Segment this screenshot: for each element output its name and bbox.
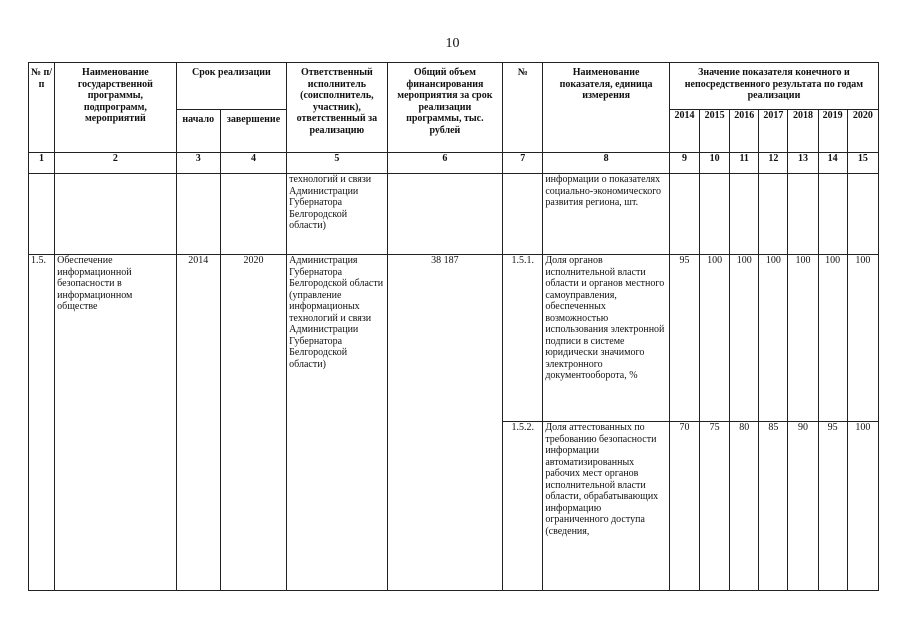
empty-cell — [847, 174, 878, 255]
start-year-cell: 2014 — [176, 255, 220, 591]
header-end: завершение — [220, 110, 286, 153]
empty-cell — [818, 174, 847, 255]
program-table — [28, 62, 879, 591]
column-numbers-row — [29, 153, 879, 174]
value-cell: 90 — [788, 422, 818, 591]
column-number: 9 — [669, 153, 699, 174]
value-cell: 100 — [788, 255, 818, 422]
value-cell: 100 — [759, 255, 788, 422]
empty-cell — [669, 174, 699, 255]
header-funding: Общий объем финансирования мероприятия за срок реализации программы, тыс. рублей — [387, 63, 503, 153]
indicator-name-cell: Доля аттестованных по требованию безопасности информации автоматизированных рабочих мест органов исполнительной власти области, обрабатывающих информацию ограниченного доступа (сведения, — [543, 422, 670, 591]
header-program-name: Наименование государственной программы, подпрограмм, мероприятий — [55, 63, 177, 153]
column-number: 10 — [700, 153, 730, 174]
empty-cell — [503, 174, 543, 255]
funding-cell: 38 187 — [387, 255, 503, 591]
empty-cell — [29, 174, 55, 255]
header-year: 2020 — [847, 110, 878, 153]
table-row — [29, 174, 879, 255]
empty-cell — [700, 174, 730, 255]
executor-cell: Администрация Губернатора Белгородской области (управление информационых технологий и связи Администрации Губернатора Белгородской области) — [287, 255, 387, 591]
column-number: 14 — [818, 153, 847, 174]
value-cell: 95 — [669, 255, 699, 422]
value-cell: 85 — [759, 422, 788, 591]
row-number-cell: 1.5. — [29, 255, 55, 591]
value-cell: 75 — [700, 422, 730, 591]
empty-cell — [788, 174, 818, 255]
column-number: 1 — [29, 153, 55, 174]
header-year: 2015 — [700, 110, 730, 153]
header-num: № п/п — [29, 63, 55, 153]
empty-cell — [759, 174, 788, 255]
value-cell: 100 — [847, 422, 878, 591]
end-year-cell: 2020 — [220, 255, 286, 591]
executor-cell: технологий и связи Администрации Губернатора Белгородской области) — [287, 174, 387, 255]
header-indicator-name: Наименование показателя, единица измерения — [543, 63, 670, 153]
column-number: 11 — [730, 153, 759, 174]
page-number: 10 — [445, 36, 460, 51]
measure-name-cell: Обеспечение информационной безопасности в информационном обществе — [55, 255, 177, 591]
column-number: 3 — [176, 153, 220, 174]
column-number: 4 — [220, 153, 286, 174]
column-number: 5 — [287, 153, 387, 174]
column-number: 12 — [759, 153, 788, 174]
value-cell: 95 — [818, 422, 847, 591]
column-number: 2 — [55, 153, 177, 174]
indicator-num-cell: 1.5.1. — [503, 255, 543, 422]
column-number: 7 — [503, 153, 543, 174]
value-cell: 100 — [730, 255, 759, 422]
header-values-group: Значение показателя конечного и непосредственного результата по годам реализации — [669, 63, 878, 110]
column-number: 15 — [847, 153, 878, 174]
column-number: 13 — [788, 153, 818, 174]
header-start: начало — [176, 110, 220, 153]
header-year: 2017 — [759, 110, 788, 153]
value-cell: 70 — [669, 422, 699, 591]
empty-cell — [176, 174, 220, 255]
value-cell: 100 — [847, 255, 878, 422]
header-year: 2014 — [669, 110, 699, 153]
empty-cell — [220, 174, 286, 255]
value-cell: 100 — [700, 255, 730, 422]
indicator-name-cell: Доля органов исполнительной власти области и органов местного самоуправления, обеспеченных возможностью использования электронной подписи в системе юридически значимого электронного документооборота, % — [543, 255, 670, 422]
column-number: 6 — [387, 153, 503, 174]
indicator-num-cell: 1.5.2. — [503, 422, 543, 591]
column-number: 8 — [543, 153, 670, 174]
empty-cell — [55, 174, 177, 255]
empty-cell — [387, 174, 503, 255]
empty-cell — [730, 174, 759, 255]
value-cell: 80 — [730, 422, 759, 591]
header-executor: Ответственный исполнитель (соисполнитель, участник), ответственный за реализацию — [287, 63, 387, 153]
indicator-name-cell: информации о показателях социально-экономического развития региона, шт. — [543, 174, 670, 255]
header-year: 2018 — [788, 110, 818, 153]
header-period: Срок реализации — [176, 63, 287, 110]
header-year: 2016 — [730, 110, 759, 153]
header-indicator-num: № — [503, 63, 543, 153]
header-year: 2019 — [818, 110, 847, 153]
value-cell: 100 — [818, 255, 847, 422]
table-row — [29, 255, 879, 422]
